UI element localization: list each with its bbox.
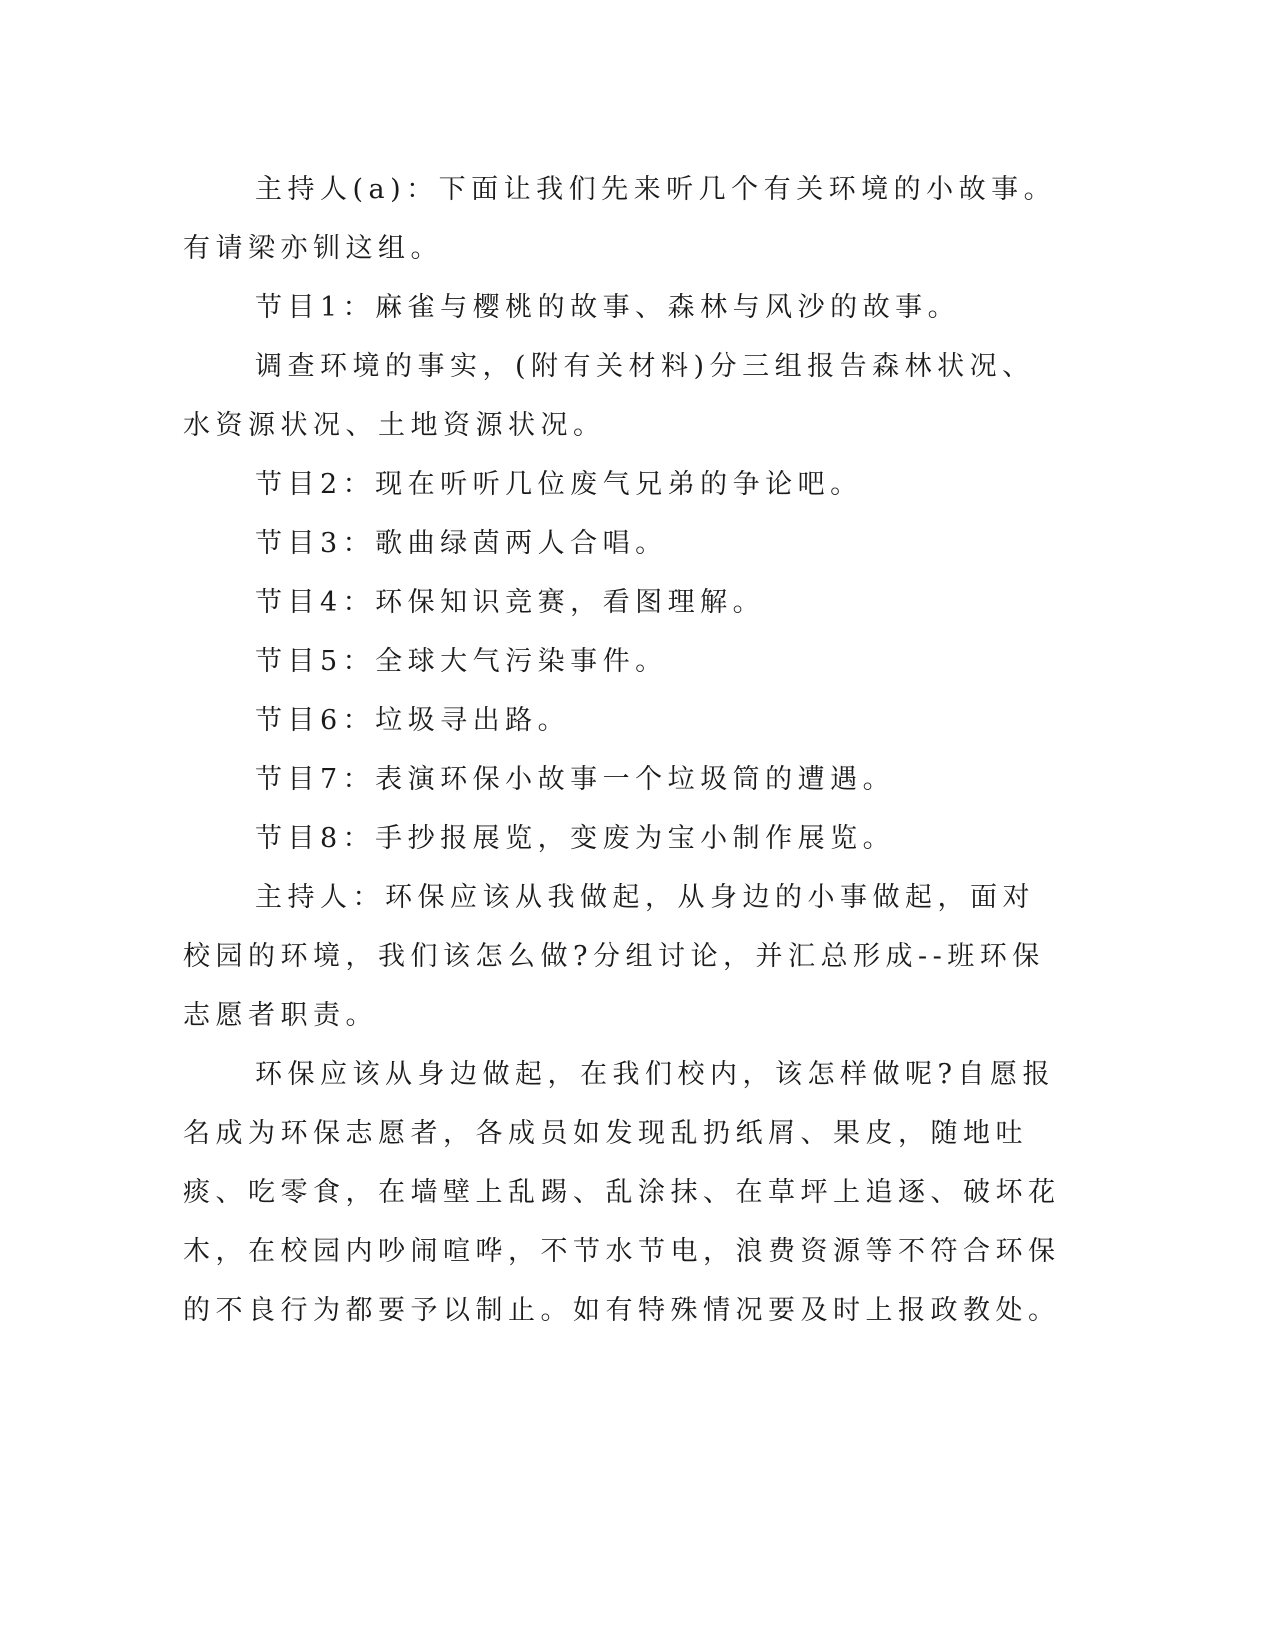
document-body [183,160,1065,1340]
paragraph-program-5: 节目5：全球大气污染事件。 [255,646,668,677]
paragraph-program-8: 节目8：手抄报展览，变废为宝小制作展览。 [255,823,896,854]
paragraph-program-3: 节目3：歌曲绿茵两人合唱。 [255,528,668,559]
paragraph-host-intro: 主持人(a)：下面让我们先来听几个有关环境的小故事。有请梁亦钏这组。 [183,174,1057,264]
paragraph-program-7: 节目7：表演环保小故事一个垃圾筒的遭遇。 [255,764,896,795]
paragraph-host-discussion: 主持人：环保应该从我做起，从身边的小事做起，面对校园的环境，我们该怎么做?分组讨论，并汇总形成--班环保志愿者职责。 [183,882,1045,1031]
paragraph-volunteer-duties: 环保应该从身边做起，在我们校内，该怎样做呢?自愿报名成为环保志愿者，各成员如发现乱扔纸屑、果皮，随地吐痰、吃零食，在墙壁上乱踢、乱涂抹、在草坪上追逐、破坏花木，在校园内吵闹喧哗，不节水节电，浪费资源等不符合环保的不良行为都要予以制止。如有特殊情况要及时上报政教处。 [183,1059,1061,1326]
paragraph-program-6: 节目6：垃圾寻出路。 [255,705,571,736]
paragraph-program-4: 节目4：环保知识竞赛，看图理解。 [255,587,766,618]
paragraph-program-1: 节目1：麻雀与樱桃的故事、森林与风沙的故事。 [255,292,961,323]
paragraph-survey: 调查环境的事实，(附有关材料)分三组报告森林状况、水资源状况、土地资源状况。 [183,351,1035,441]
paragraph-program-2: 节目2：现在听听几位废气兄弟的争论吧。 [255,469,863,500]
